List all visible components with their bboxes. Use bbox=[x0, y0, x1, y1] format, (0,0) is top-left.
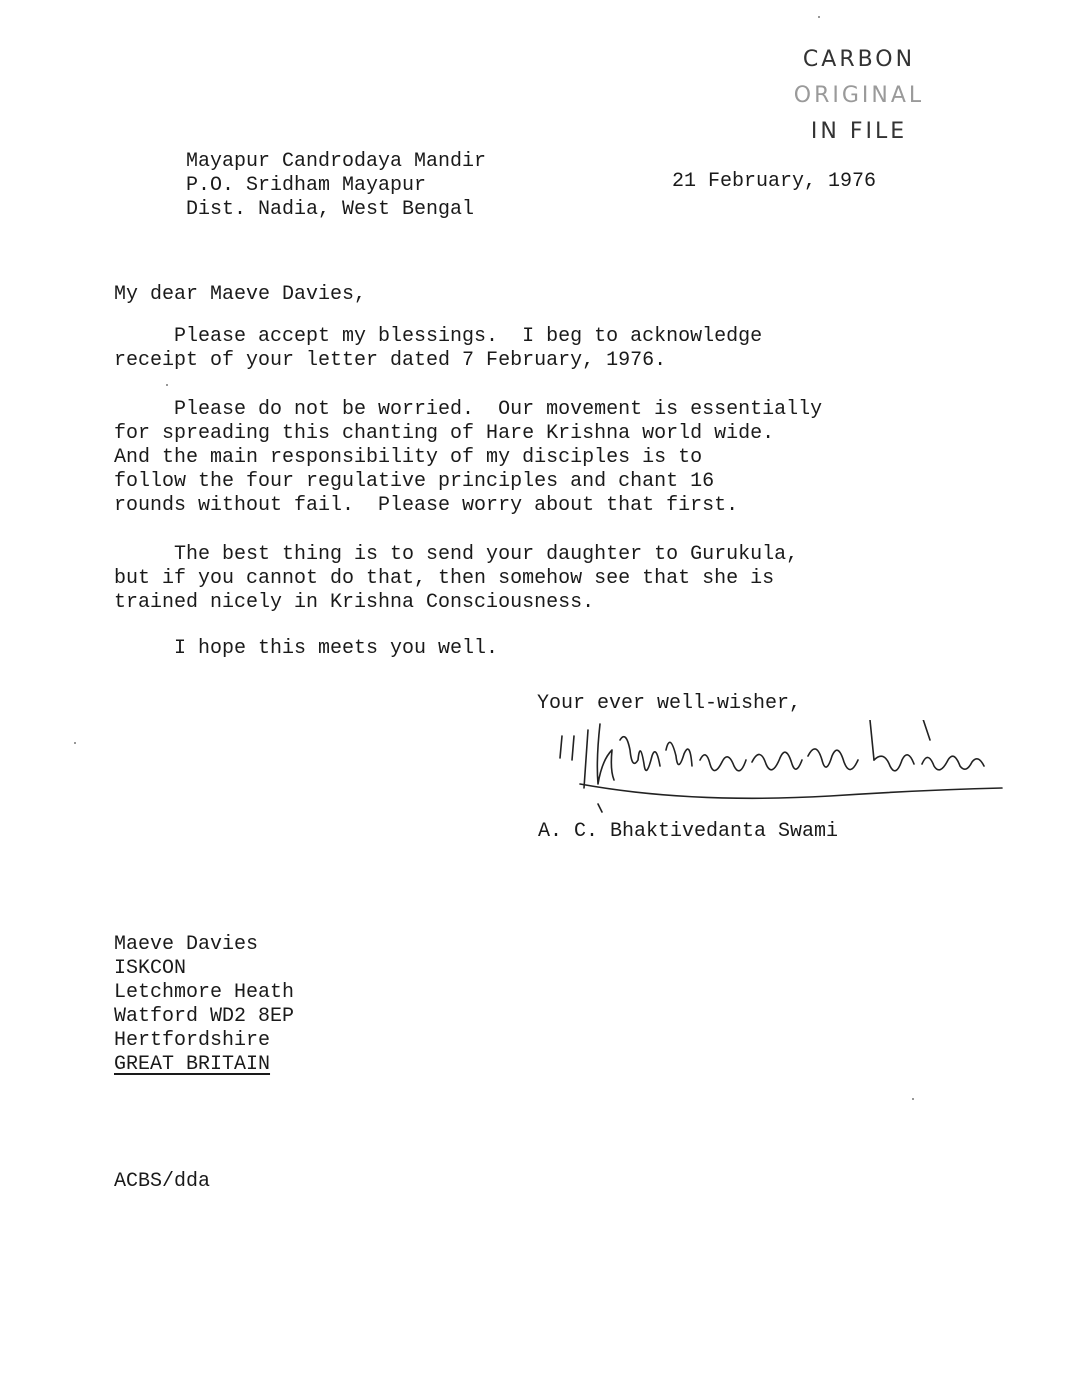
paragraph-3 bbox=[114, 543, 994, 615]
sender-address-line: P.O. Sridham Mayapur bbox=[186, 174, 427, 197]
recipient-address-line: Letchmore Heath bbox=[114, 981, 295, 1004]
sender-address-line: Mayapur Candrodaya Mandir bbox=[186, 150, 487, 173]
stamp-line-3: IN FILE bbox=[810, 119, 908, 144]
paragraph-2 bbox=[114, 398, 994, 518]
paragraph-line: Please accept my blessings. I beg to acknowledge bbox=[114, 325, 763, 348]
sender-address-line: Dist. Nadia, West Bengal bbox=[186, 198, 475, 221]
recipient-country: GREAT BRITAIN bbox=[114, 1053, 271, 1076]
salutation: My dear Maeve Davies, bbox=[114, 283, 367, 306]
scan-speck bbox=[912, 1098, 914, 1100]
recipient-address-line: ISKCON bbox=[114, 957, 187, 980]
paragraph-line: trained nicely in Krishna Consciousness. bbox=[114, 591, 595, 614]
paragraph-line: rounds without fail. Please worry about that first. bbox=[114, 494, 739, 517]
carbon-original-stamp bbox=[784, 42, 934, 150]
reference-initials: ACBS/dda bbox=[114, 1170, 211, 1193]
closing: Your ever well-wisher, bbox=[537, 692, 802, 715]
recipient-address-line: Watford WD2 8EP bbox=[114, 1005, 295, 1028]
paragraph-line: I hope this meets you well. bbox=[114, 637, 499, 660]
signature-scribble bbox=[540, 720, 1010, 820]
paragraph-line: but if you cannot do that, then somehow see that she is bbox=[114, 567, 775, 590]
recipient-address-line: Hertfordshire bbox=[114, 1029, 271, 1052]
scan-speck bbox=[74, 742, 76, 744]
scan-speck bbox=[166, 384, 168, 386]
recipient-address-line: Maeve Davies bbox=[114, 933, 259, 956]
paragraph-1 bbox=[114, 325, 994, 373]
paragraph-line: Please do not be worried. Our movement is essentially bbox=[114, 398, 823, 421]
scan-speck bbox=[818, 16, 820, 18]
paragraph-line: follow the four regulative principles and chant 16 bbox=[114, 470, 715, 493]
paragraph-line: for spreading this chanting of Hare Krishna world wide. bbox=[114, 422, 775, 445]
paragraph-4 bbox=[114, 637, 994, 661]
stamp-line-1: CARBON bbox=[802, 47, 916, 72]
paragraph-line: receipt of your letter dated 7 February, 1976. bbox=[114, 349, 667, 372]
handwritten-signature bbox=[540, 720, 1010, 820]
paragraph-line: The best thing is to send your daughter to Gurukula, bbox=[114, 543, 799, 566]
stamp-line-2: ORIGINAL bbox=[793, 83, 925, 108]
sender-address bbox=[186, 150, 486, 222]
letter-date: 21 February, 1976 bbox=[672, 170, 877, 193]
signatory-name: A. C. Bhaktivedanta Swami bbox=[538, 820, 839, 843]
paragraph-line: And the main responsibility of my disciples is to bbox=[114, 446, 703, 469]
recipient-address bbox=[114, 933, 294, 1077]
